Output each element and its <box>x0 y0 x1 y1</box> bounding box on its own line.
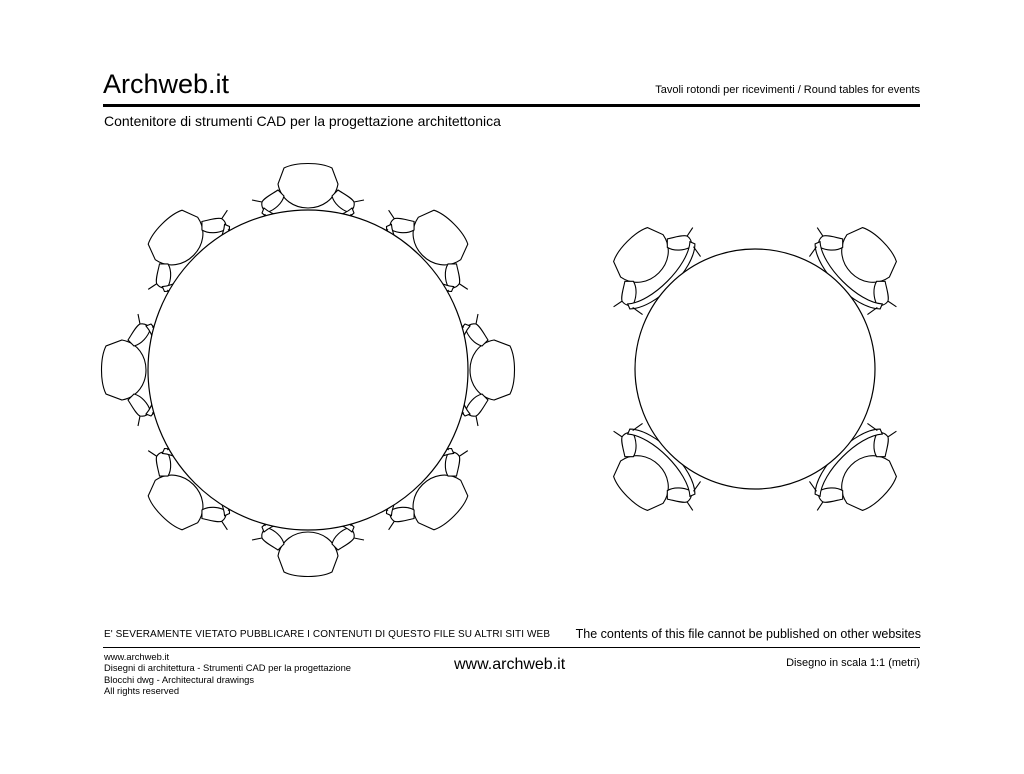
site-url: www.archweb.it <box>454 656 566 673</box>
footer-info <box>104 651 351 697</box>
info-line: Disegni di architettura - Strumenti CAD per la progettazione <box>104 662 351 674</box>
scale-note: Disegno in scala 1:1 (metri) <box>786 657 920 669</box>
header-rule <box>103 104 920 107</box>
large-table-group <box>102 164 515 577</box>
small-round-table <box>635 249 875 489</box>
subtitle: Contenitore di strumenti CAD per la progettazione architettonica <box>104 113 501 129</box>
footer-rule <box>103 647 920 648</box>
small-table-group <box>588 202 922 536</box>
copyright-notice-en: The contents of this file cannot be published on other websites <box>575 627 921 641</box>
brand-logo: Archweb.it <box>103 69 230 99</box>
drawing-title: Tavoli rotondi per ricevimenti / Round tables for events <box>655 84 920 96</box>
cad-drawing <box>0 140 1024 600</box>
large-round-table <box>148 210 468 530</box>
info-line: Blocchi dwg - Architectural drawings <box>104 673 255 685</box>
info-line: www.archweb.it <box>104 651 170 662</box>
info-line: All rights reserved <box>104 685 180 697</box>
copyright-notice-it: E' SEVERAMENTE VIETATO PUBBLICARE I CONTENUTI DI QUESTO FILE SU ALTRI SITI WEB <box>104 629 551 640</box>
